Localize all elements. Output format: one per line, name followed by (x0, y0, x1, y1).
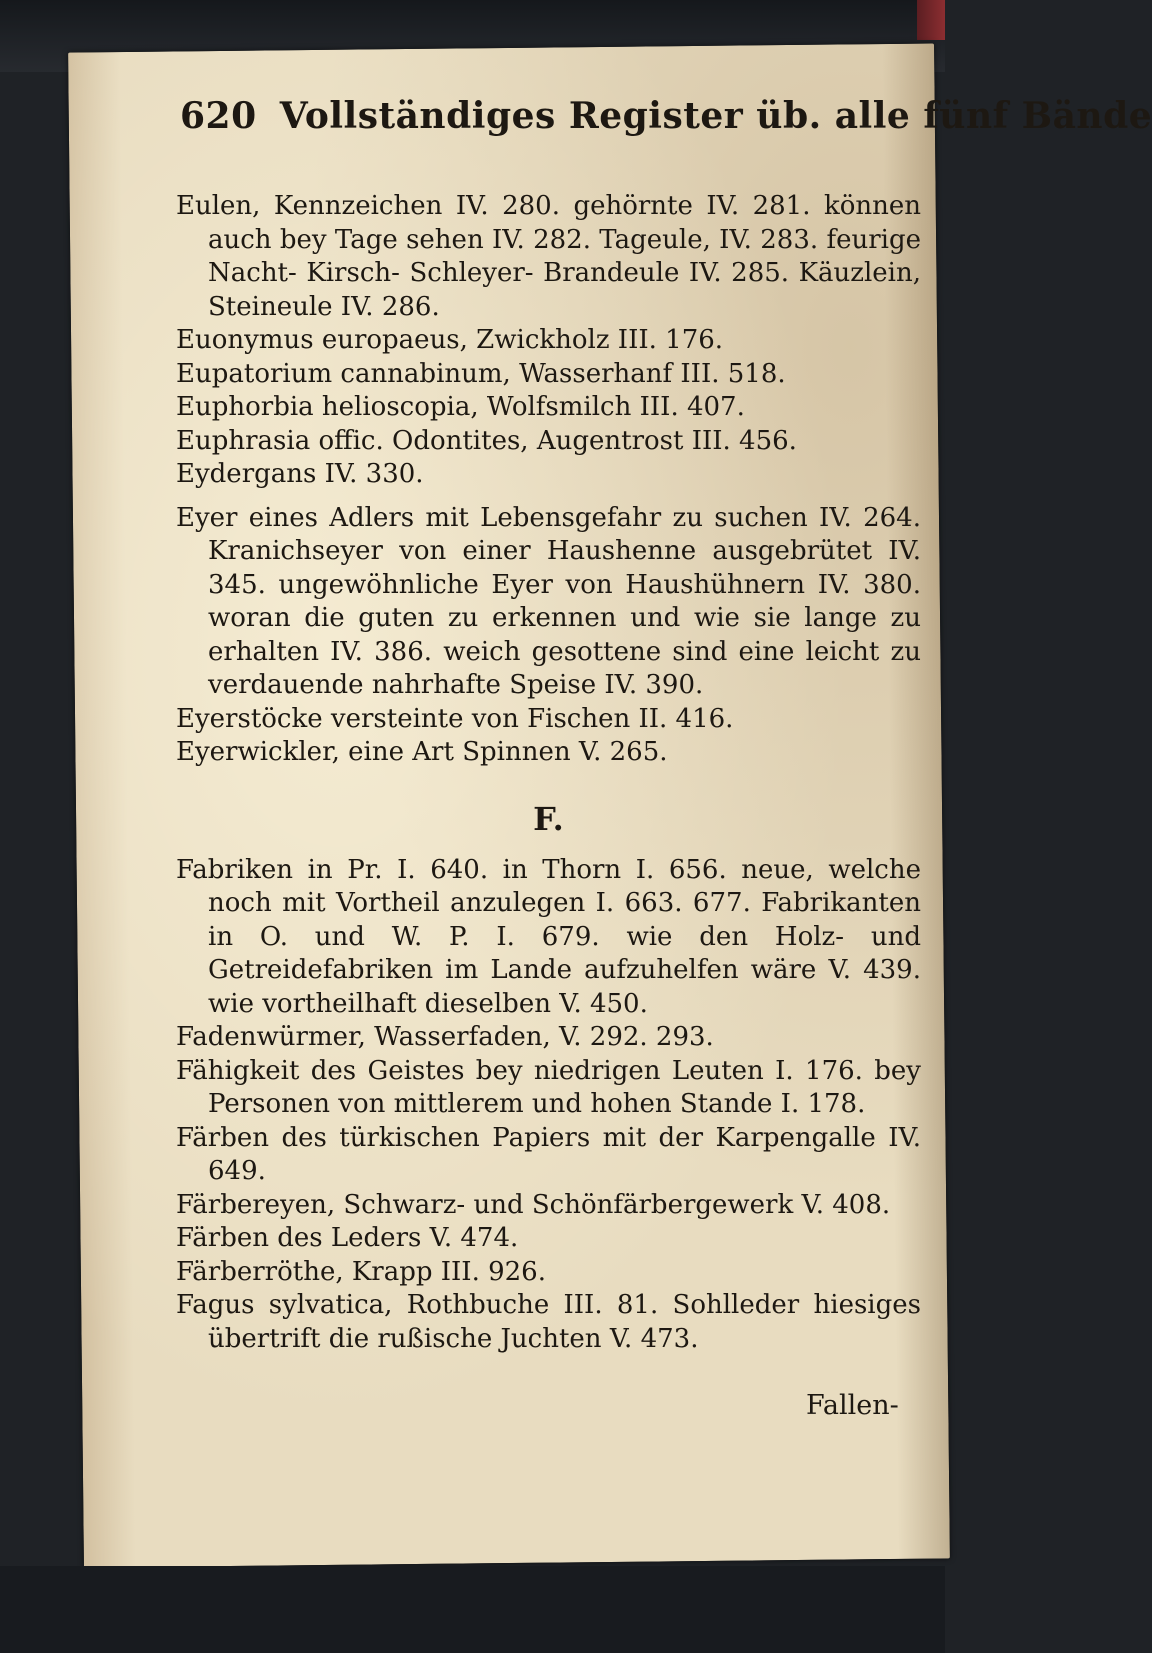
register-entry: Fadenwürmer, Wasserfaden, V. 292. 293. (176, 1022, 714, 1052)
running-title: Vollständiges Register üb. alle fünf Bände (279, 95, 1152, 137)
register-entry: Fabriken in Pr. I. 640. in Thorn I. 656. neue, welche noch mit Vortheil anzulegen I. 663. 677. Fabrikanten in O. und W. P. I. 679. wie den Holz- und Getreidefabriken im Lande aufzuhelfen wäre V. 439. wie vortheilhaft dieselben V. 450. (176, 854, 921, 1019)
register-entry: Eulen, Kennzeichen IV. 280. gehörnte IV. 281. können auch bey Tage sehen IV. 282. Tageule, IV. 283. feurige Nacht- Kirsch- Schleyer- Brandeule IV. 285. Käuzlein, Steineule IV. 286. (176, 191, 921, 322)
register-entry: Eupatorium cannabinum, Wasserhanf III. 518. (176, 358, 786, 389)
register-entry: Eyer eines Adlers mit Lebensgefahr zu suchen IV. 264. Kranichseyer von einer Haushenne ausgebrütet IV. 345. ungewöhnliche Eyer von Haushühnern IV. 380. woran die guten zu erkennen und wie sie lange zu erhalten IV. 386. weich gesottene sind eine leicht zu verdauende nahrhafte Speise IV. 390. (176, 502, 921, 700)
register-entry: Färben des Leders V. 474. (176, 1223, 519, 1253)
bookmark-ribbon (917, 0, 945, 40)
register-entry: Fagus sylvatica, Rothbuche III. 81. Sohlleder hiesiges übertrift die rußische Juchten V. 473. (176, 1290, 921, 1354)
register-entry: Färbereyen, Schwarz- und Schönfärbergewerk V. 408. (176, 1189, 891, 1220)
register-entry: Euphrasia offic. Odontites, Augentrost III. 456. (176, 425, 797, 456)
register-entry: Euphorbia helioscopia, Wolfsmilch III. 407. (176, 392, 745, 422)
register-entry: Eydergans IV. 330. (176, 459, 424, 489)
section-letter-f: F. (533, 799, 564, 838)
page-number: 620 (180, 95, 257, 137)
register-entries (176, 190, 921, 1356)
running-header (180, 95, 1152, 137)
register-entry: Euonymus europaeus, Zwickholz III. 176. (176, 325, 724, 355)
register-entry: Färben des türkischen Papiers mit der Karpengalle IV. 649. (176, 1122, 921, 1186)
register-entry: Eyerstöcke versteinte von Fischen II. 416. (176, 703, 734, 734)
book-edge-bottom (0, 1566, 945, 1653)
register-entry: Eyerwickler, eine Art Spinnen V. 265. (176, 737, 668, 767)
register-entry: Fähigkeit des Geistes bey niedrigen Leuten I. 176. bey Personen von mittlerem und hohen Stande I. 178. (176, 1055, 921, 1119)
register-entry: Färberröthe, Krapp III. 926. (176, 1256, 546, 1287)
catchword: Fallen- (806, 1390, 899, 1421)
